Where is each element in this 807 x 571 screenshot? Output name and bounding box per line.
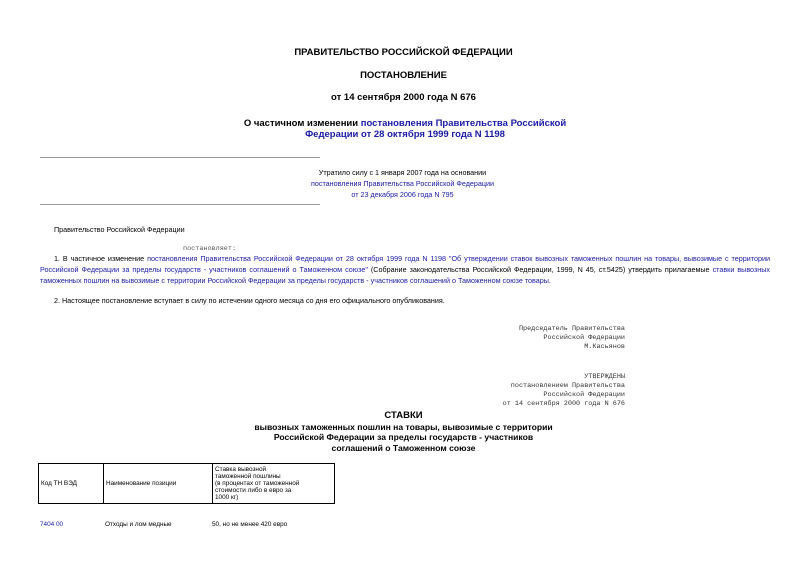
decree-1198-link[interactable]: постановления Правительства Российской Федерации от 28 октября 1999 года N 1198 "Об утверждении ставок вывозных таможенных пошлин на товары, вывозимые с территории Российской Федерации за пределы государств - участников соглашений о Таможенном союзе" [40,254,770,274]
repeal-decree-link[interactable]: постановления Правительства Российской Федерации [310,178,495,188]
government-heading: ПРАВИТЕЛЬСТВО РОССИЙСКОЙ ФЕДЕРАЦИИ [294,47,513,58]
annex-title-main: СТАВКИ [384,410,423,421]
rates-table [38,463,335,504]
document-date-number: от 14 сентября 2000 года N 676 [331,92,476,103]
signature-block [480,325,625,352]
annex-title-line: вывозных таможенных пошлин на товары, вывозимые с территории [254,421,553,432]
amended-decree-link[interactable]: постановления Правительства Российской Федерации от 28 октября 1999 года N 1198 [305,118,567,140]
header-name: Наименование позиции [104,464,213,504]
signature-name: М.Касьянов [584,343,625,351]
header-rate-line: стоимости либо в евро за [215,487,292,494]
divider-top [40,157,320,158]
divider-bottom [40,204,320,205]
approval-block [470,373,625,409]
header-rate-line: таможенной пошлины [215,473,281,480]
decrees-word: постановляет: [183,245,237,253]
approval-country: Российской Федерации [543,391,625,399]
document-type: ПОСТАНОВЛЕНИЕ [360,70,447,81]
approval-word: УТВЕРЖДЕНЫ [584,373,625,381]
document-title [240,118,570,140]
header-rate-line: 1000 кг) [215,494,239,501]
table-header-row [39,464,335,504]
notice-line: Утратило силу с 1 января 2007 года на основании [318,168,487,177]
row-rate: 50, но не менее 420 евро [212,521,288,528]
paragraph-1 [40,254,770,286]
approval-date: от 14 сентября 2000 года N 676 [502,400,625,408]
header-rate-line: Ставка вывозной [215,466,267,473]
validity-notice [290,168,515,200]
paragraph-1-start: 1. В частичное изменение [54,254,148,263]
header-code: Код ТН ВЭД [39,464,104,504]
signature-position: Председатель Правительства [518,325,625,333]
header-rate-line: (в процентах от таможенной [215,480,300,487]
paragraph-1-middle: (Собрание законодательства Российской Федерации, 1999, N 45, ст.5425) утвердить прилагаемые [367,264,713,274]
paragraph-1-end: . [548,275,551,285]
annex-title-line: Российской Федерации за пределы государств - участников [273,432,534,443]
intro-text: Правительство Российской Федерации [54,225,185,234]
row-code-link[interactable]: 7404 00 [40,521,64,528]
approval-by: постановлением Правительства [510,382,625,390]
annex-title [0,411,807,453]
row-name: Отходы и лом медные [105,521,172,528]
repeal-decree-date-link[interactable]: от 23 декабря 2006 года N 795 [351,189,454,199]
header-rate [213,464,335,504]
paragraph-2: 2. Настоящее постановление вступает в силу по истечении одного месяца со дня его официального опубликования. [54,296,445,305]
signature-country: Российской Федерации [543,334,625,342]
rates-annex-link[interactable]: ставки вывозных таможенных пошлин на вывозимые с территории Российской Федерации за пределы государств - участников соглашений о Таможенном союзе товары [40,264,770,285]
document-title-prefix: О частичном изменении [243,118,361,129]
annex-title-line: соглашений о Таможенном союзе [331,442,476,453]
